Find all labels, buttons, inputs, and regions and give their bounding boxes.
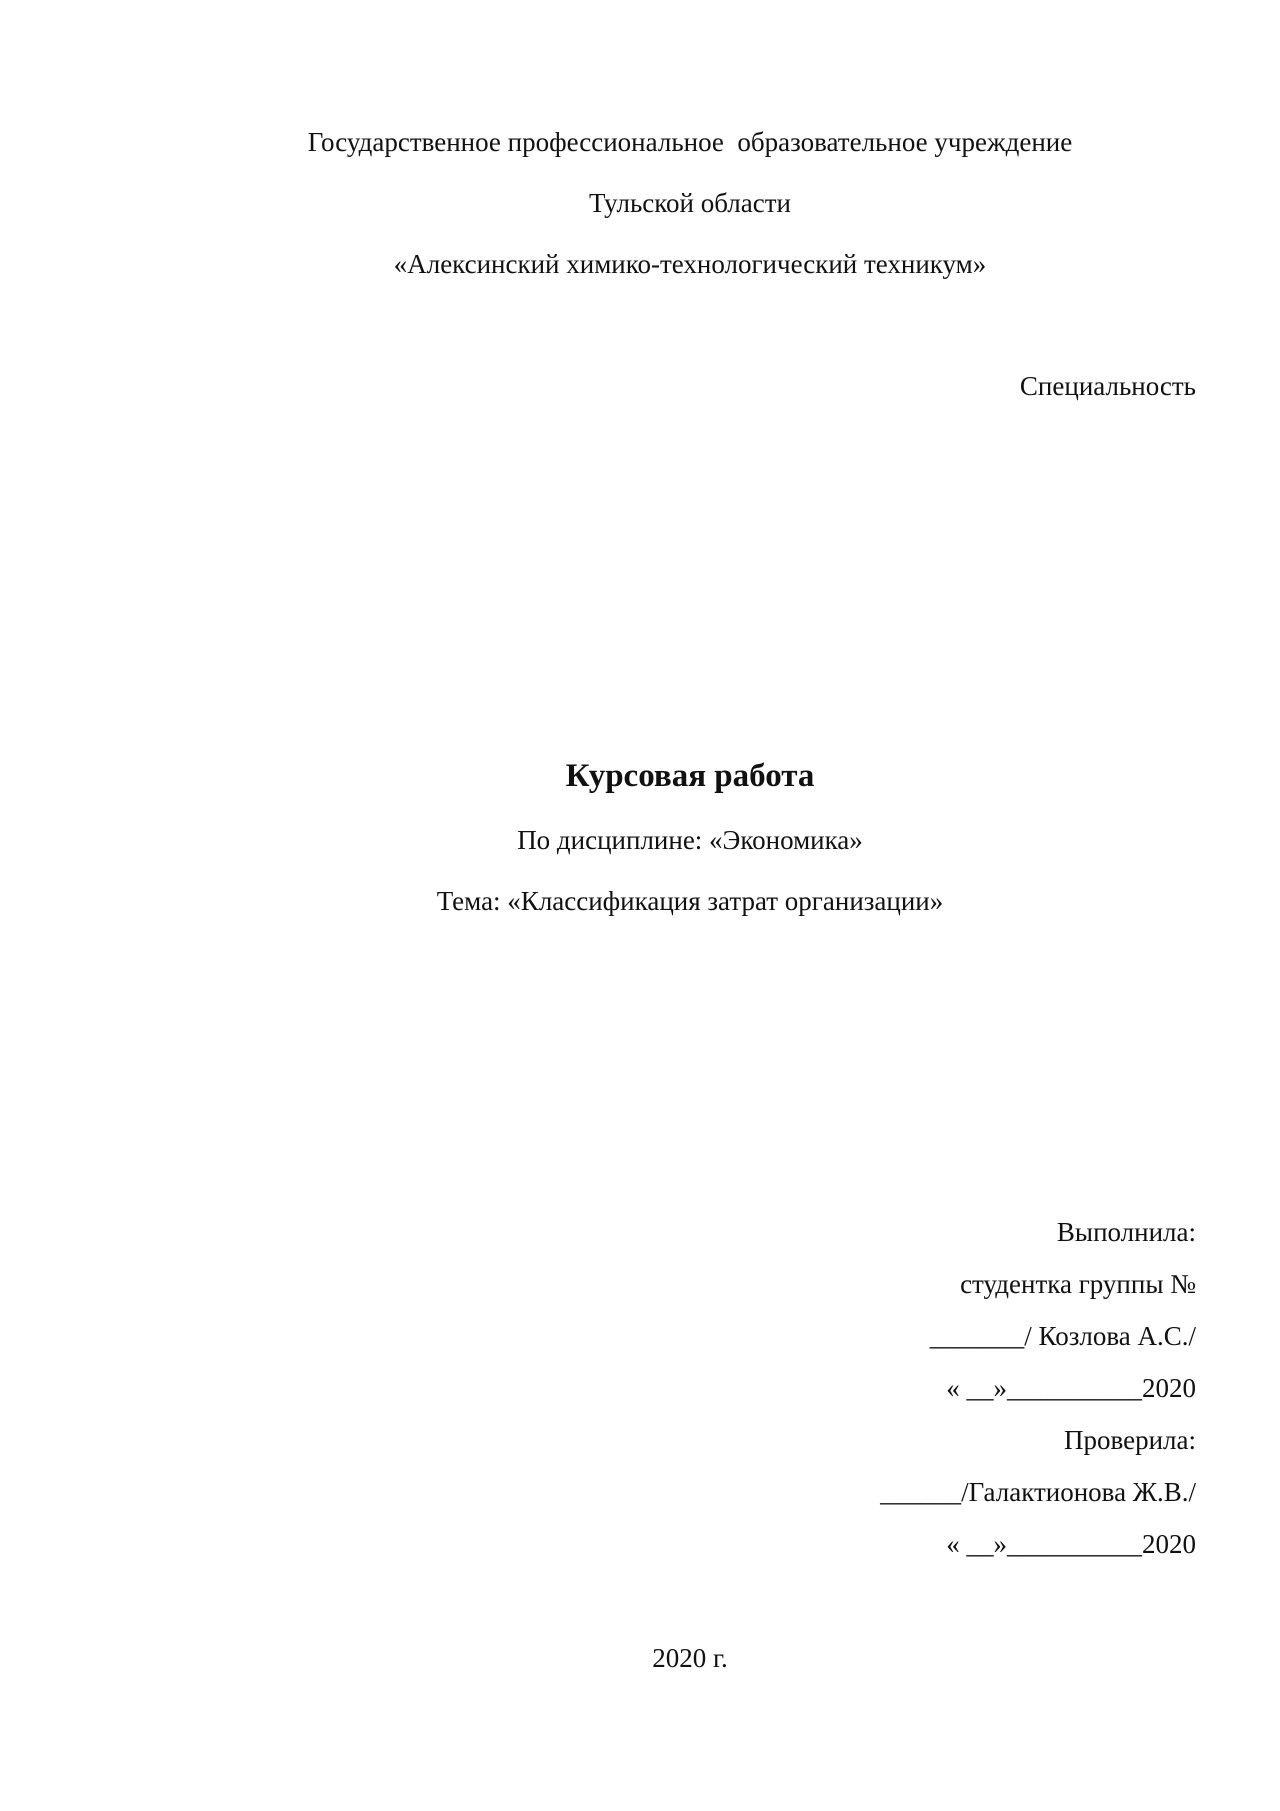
institution-line-2: Тульской области: [589, 188, 791, 218]
institution-line-3: «Алексинский химико-технологический техникум»: [393, 249, 987, 279]
footer-year: 2020 г.: [652, 1643, 728, 1673]
checked-label: Проверила:: [1064, 1425, 1196, 1455]
discipline-line: По дисциплине: «Экономика»: [517, 825, 863, 855]
student-signature-line: _______/ Козлова А.С./: [929, 1321, 1196, 1351]
document-title: Курсовая работа: [565, 758, 815, 794]
institution-line-1: Государственное профессиональное образовательное учреждение: [307, 127, 1073, 157]
teacher-signature-line: ______/Галактионова Ж.В./: [880, 1477, 1196, 1507]
specialty-label: Специальность: [1019, 371, 1196, 401]
topic-line: Тема: «Классификация затрат организации»: [436, 886, 944, 916]
student-group-line: студентка группы №: [960, 1269, 1196, 1299]
student-date-line: « __»__________2020: [946, 1373, 1196, 1403]
teacher-date-line: « __»__________2020: [946, 1529, 1196, 1559]
performed-label: Выполнила:: [1056, 1217, 1196, 1247]
